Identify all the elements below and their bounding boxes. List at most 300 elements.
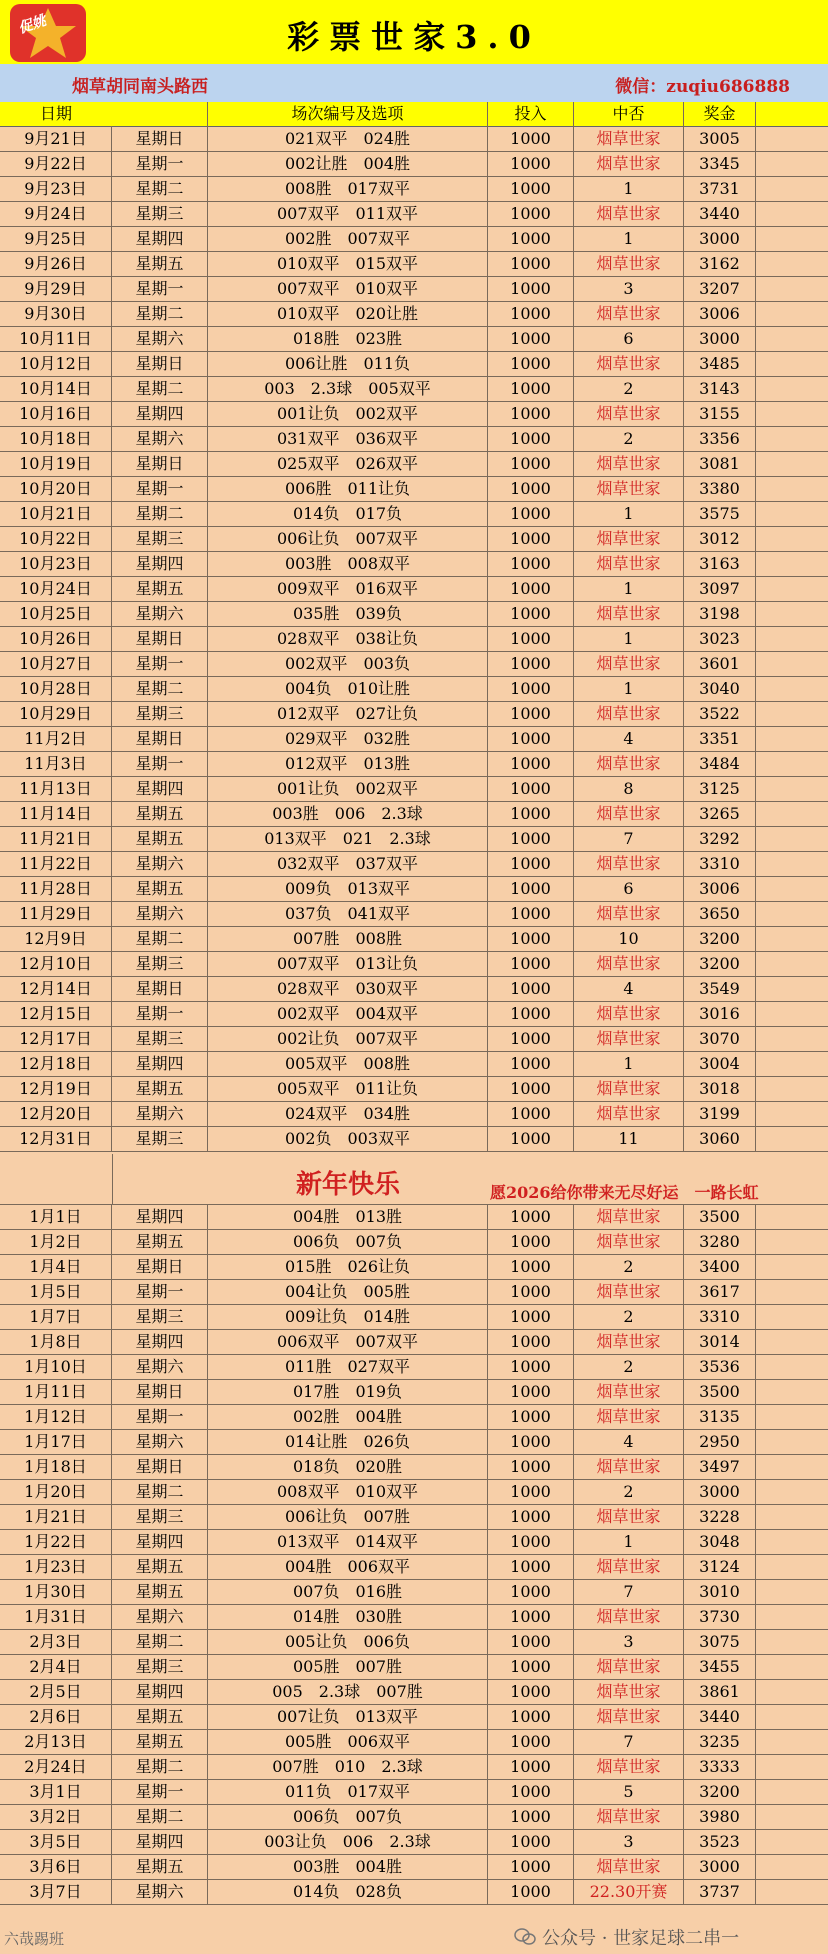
cell-date: 2月13日 (0, 1729, 112, 1754)
cell-selection: 007双平 011双平 (208, 201, 488, 226)
cell-extra (756, 326, 828, 351)
cell-prize: 3200 (684, 951, 756, 976)
cell-weekday: 星期二 (112, 1804, 208, 1829)
table-row (0, 726, 828, 752)
cell-selection: 006让负 007双平 (208, 526, 488, 551)
cell-stake: 1000 (488, 576, 574, 601)
cell-prize: 3731 (684, 176, 756, 201)
cell-stake: 1000 (488, 1554, 574, 1579)
cell-result: 烟草世家 (574, 1654, 684, 1679)
cell-result: 22.30开赛 (574, 1879, 684, 1904)
cell-weekday: 星期四 (112, 776, 208, 801)
cell-selection: 008胜 017双平 (208, 176, 488, 201)
cell-selection: 032双平 037双平 (208, 851, 488, 876)
cell-result: 烟草世家 (574, 1754, 684, 1779)
table-row (0, 326, 828, 352)
cell-stake: 1000 (488, 1854, 574, 1879)
page-title: 彩票世家3.0 (287, 18, 541, 56)
contact-bar (0, 64, 828, 103)
cell-prize: 3048 (684, 1529, 756, 1554)
cell-result: 2 (574, 1479, 684, 1504)
cell-selection: 005双平 008胜 (208, 1051, 488, 1076)
cell-weekday: 星期五 (112, 1579, 208, 1604)
cell-selection: 002双平 003负 (208, 651, 488, 676)
cell-date: 10月11日 (0, 326, 112, 351)
cell-weekday: 星期三 (112, 1026, 208, 1051)
cell-stake: 1000 (488, 1204, 574, 1229)
table-row (0, 901, 828, 927)
cell-prize: 3617 (684, 1279, 756, 1304)
cell-prize: 3060 (684, 1126, 756, 1151)
cell-extra (756, 801, 828, 826)
cell-weekday: 星期三 (112, 1304, 208, 1329)
cell-result: 2 (574, 1304, 684, 1329)
cell-prize: 3097 (684, 576, 756, 601)
cell-result: 烟草世家 (574, 1279, 684, 1304)
cell-prize: 3536 (684, 1354, 756, 1379)
cell-result: 烟草世家 (574, 401, 684, 426)
cell-stake: 1000 (488, 676, 574, 701)
cell-stake: 1000 (488, 526, 574, 551)
cell-result: 1 (574, 226, 684, 251)
cell-stake: 1000 (488, 1654, 574, 1679)
cell-prize: 3497 (684, 1454, 756, 1479)
cell-result: 烟草世家 (574, 301, 684, 326)
cell-stake: 1000 (488, 1479, 574, 1504)
table-row (0, 426, 828, 452)
table-row (0, 201, 828, 227)
cell-prize: 3198 (684, 601, 756, 626)
cell-weekday: 星期五 (112, 1076, 208, 1101)
table-row (0, 701, 828, 727)
cell-selection: 013双平 014双平 (208, 1529, 488, 1554)
cell-stake: 1000 (488, 1304, 574, 1329)
cell-stake: 1000 (488, 1754, 574, 1779)
cell-extra (756, 651, 828, 676)
cell-extra (756, 1229, 828, 1254)
cell-selection: 004负 010让胜 (208, 676, 488, 701)
cell-result: 烟草世家 (574, 201, 684, 226)
cell-result: 烟草世家 (574, 751, 684, 776)
cell-selection: 014负 017负 (208, 501, 488, 526)
cell-result: 4 (574, 976, 684, 1001)
table-row (0, 451, 828, 477)
cell-extra (756, 1504, 828, 1529)
table-row (0, 876, 828, 902)
cell-date: 12月14日 (0, 976, 112, 1001)
cell-weekday: 星期二 (112, 1754, 208, 1779)
cell-date: 11月21日 (0, 826, 112, 851)
watermark-right (514, 1924, 739, 1950)
cell-selection: 017胜 019负 (208, 1379, 488, 1404)
cell-selection: 005胜 006双平 (208, 1729, 488, 1754)
cell-date: 1月5日 (0, 1279, 112, 1304)
cell-extra (756, 1554, 828, 1579)
table-row (0, 1479, 828, 1505)
cell-prize: 3075 (684, 1629, 756, 1654)
cell-weekday: 星期二 (112, 501, 208, 526)
cell-extra (756, 376, 828, 401)
cell-weekday: 星期六 (112, 1429, 208, 1454)
cell-selection: 003让负 006 2.3球 (208, 1829, 488, 1854)
cell-extra (756, 476, 828, 501)
table-row (0, 626, 828, 652)
cell-result: 烟草世家 (574, 1229, 684, 1254)
cell-extra (756, 1704, 828, 1729)
cell-stake: 1000 (488, 1629, 574, 1654)
cell-prize: 3006 (684, 876, 756, 901)
cell-selection: 010双平 020让胜 (208, 301, 488, 326)
cell-extra (756, 601, 828, 626)
cell-prize: 3861 (684, 1679, 756, 1704)
cell-selection: 007双平 010双平 (208, 276, 488, 301)
table-row (0, 1076, 828, 1102)
col-weekday-header (112, 102, 208, 126)
cell-selection: 002双平 004双平 (208, 1001, 488, 1026)
table-row (0, 301, 828, 327)
cell-prize: 3400 (684, 1254, 756, 1279)
cell-extra (756, 1804, 828, 1829)
cell-result: 烟草世家 (574, 801, 684, 826)
cell-selection: 028双平 038让负 (208, 626, 488, 651)
cell-selection: 002让负 007双平 (208, 1026, 488, 1051)
cell-selection: 029双平 032胜 (208, 726, 488, 751)
cell-extra (756, 1429, 828, 1454)
cell-stake: 1000 (488, 1001, 574, 1026)
cell-stake: 1000 (488, 1804, 574, 1829)
cell-result: 烟草世家 (574, 351, 684, 376)
cell-result: 烟草世家 (574, 1101, 684, 1126)
cell-date: 1月30日 (0, 1579, 112, 1604)
cell-extra (756, 526, 828, 551)
cell-weekday: 星期六 (112, 1354, 208, 1379)
cell-selection: 007双平 013让负 (208, 951, 488, 976)
cell-selection: 004胜 013胜 (208, 1204, 488, 1229)
cell-selection: 025双平 026双平 (208, 451, 488, 476)
cell-selection: 007胜 008胜 (208, 926, 488, 951)
table-row (0, 1754, 828, 1780)
cell-date: 12月15日 (0, 1001, 112, 1026)
cell-extra (756, 1779, 828, 1804)
cell-result: 烟草世家 (574, 1504, 684, 1529)
cell-weekday: 星期三 (112, 1504, 208, 1529)
cell-weekday: 星期一 (112, 1404, 208, 1429)
cell-extra (756, 926, 828, 951)
cell-extra (756, 1479, 828, 1504)
cell-result: 烟草世家 (574, 1804, 684, 1829)
table-row (0, 401, 828, 427)
cell-stake: 1000 (488, 451, 574, 476)
cell-result: 4 (574, 1429, 684, 1454)
cell-stake: 1000 (488, 476, 574, 501)
cell-selection: 002让胜 004胜 (208, 151, 488, 176)
table-row (0, 576, 828, 602)
cell-stake: 1000 (488, 951, 574, 976)
cell-extra (756, 126, 828, 151)
cell-result: 烟草世家 (574, 476, 684, 501)
cell-stake: 1000 (488, 926, 574, 951)
cell-result: 1 (574, 676, 684, 701)
cell-extra (756, 1854, 828, 1879)
cell-weekday: 星期四 (112, 401, 208, 426)
cell-prize: 3601 (684, 651, 756, 676)
cell-result: 烟草世家 (574, 1679, 684, 1704)
cell-extra (756, 551, 828, 576)
cell-date: 9月29日 (0, 276, 112, 301)
cell-selection: 005让负 006负 (208, 1629, 488, 1654)
cell-date: 10月14日 (0, 376, 112, 401)
cell-prize: 3207 (684, 276, 756, 301)
col-date-header: 日期 (39, 104, 72, 123)
cell-stake: 1000 (488, 1076, 574, 1101)
cell-date: 12月17日 (0, 1026, 112, 1051)
cell-weekday: 星期六 (112, 326, 208, 351)
cell-weekday: 星期五 (112, 1229, 208, 1254)
cell-date: 1月23日 (0, 1554, 112, 1579)
cell-extra (756, 201, 828, 226)
cell-selection: 006让胜 011负 (208, 351, 488, 376)
table-row (0, 1329, 828, 1355)
cell-extra (756, 1529, 828, 1554)
cell-result: 1 (574, 176, 684, 201)
cell-stake: 1000 (488, 426, 574, 451)
cell-result: 烟草世家 (574, 1329, 684, 1354)
cell-result: 烟草世家 (574, 1554, 684, 1579)
cell-weekday: 星期六 (112, 1101, 208, 1126)
cell-result: 1 (574, 626, 684, 651)
table-row (0, 776, 828, 802)
cell-extra (756, 1879, 828, 1904)
col-result-header: 中否 (574, 102, 684, 126)
cell-stake: 1000 (488, 326, 574, 351)
table-row (0, 1001, 828, 1027)
cell-prize: 3265 (684, 801, 756, 826)
cell-weekday: 星期日 (112, 1454, 208, 1479)
cell-stake: 1000 (488, 1101, 574, 1126)
table-row (0, 1126, 828, 1152)
cell-prize: 2950 (684, 1429, 756, 1454)
cell-extra (756, 1679, 828, 1704)
cell-stake: 1000 (488, 126, 574, 151)
cell-weekday: 星期日 (112, 976, 208, 1001)
cell-extra (756, 751, 828, 776)
cell-prize: 3235 (684, 1729, 756, 1754)
table-row (0, 1229, 828, 1255)
table-row (0, 951, 828, 977)
table-row (0, 1429, 828, 1455)
cell-extra (756, 451, 828, 476)
table-row (0, 126, 828, 152)
cell-selection: 007负 016胜 (208, 1579, 488, 1604)
cell-stake: 1000 (488, 1704, 574, 1729)
cell-stake: 1000 (488, 1254, 574, 1279)
cell-weekday: 星期一 (112, 276, 208, 301)
cell-weekday: 星期二 (112, 301, 208, 326)
watermark-account: 公众号 · 世家足球二串一 (542, 1928, 740, 1949)
cell-result: 7 (574, 826, 684, 851)
cell-date: 12月31日 (0, 1126, 112, 1151)
cell-date: 1月4日 (0, 1254, 112, 1279)
cell-selection: 008双平 010双平 (208, 1479, 488, 1504)
cell-prize: 3162 (684, 251, 756, 276)
cell-prize: 3356 (684, 426, 756, 451)
cell-stake: 1000 (488, 1229, 574, 1254)
table-row (0, 1779, 828, 1805)
cell-weekday: 星期日 (112, 1254, 208, 1279)
cell-extra (756, 351, 828, 376)
cell-selection: 004让负 005胜 (208, 1279, 488, 1304)
cell-selection: 005双平 011让负 (208, 1076, 488, 1101)
cell-weekday: 星期三 (112, 951, 208, 976)
cell-weekday: 星期六 (112, 601, 208, 626)
table-row (0, 1304, 828, 1330)
table-row (0, 351, 828, 377)
table-row (0, 1654, 828, 1680)
cell-date: 1月12日 (0, 1404, 112, 1429)
table-row (0, 1454, 828, 1480)
cell-extra (756, 1001, 828, 1026)
cell-result: 烟草世家 (574, 251, 684, 276)
table-row (0, 751, 828, 777)
cell-prize: 3004 (684, 1051, 756, 1076)
cell-prize: 3523 (684, 1829, 756, 1854)
cell-stake: 1000 (488, 551, 574, 576)
cell-extra (756, 1354, 828, 1379)
cell-weekday: 星期二 (112, 926, 208, 951)
table-row (0, 526, 828, 552)
cell-date: 2月6日 (0, 1704, 112, 1729)
cell-stake: 1000 (488, 1454, 574, 1479)
cell-selection: 002负 003双平 (208, 1126, 488, 1151)
cell-weekday: 星期三 (112, 1654, 208, 1679)
cell-result: 8 (574, 776, 684, 801)
cell-weekday: 星期五 (112, 801, 208, 826)
table-row (0, 976, 828, 1002)
cell-selection: 037负 041双平 (208, 901, 488, 926)
cell-stake: 1000 (488, 151, 574, 176)
cell-date: 3月7日 (0, 1879, 112, 1904)
cell-result: 烟草世家 (574, 126, 684, 151)
cell-weekday: 星期五 (112, 826, 208, 851)
new-year-wish: 愿2026给你带来无尽好运 一路长虹 (490, 1183, 759, 1202)
cell-weekday: 星期六 (112, 426, 208, 451)
cell-selection: 007胜 010 2.3球 (208, 1754, 488, 1779)
cell-result: 4 (574, 726, 684, 751)
cell-date: 10月22日 (0, 526, 112, 551)
cell-date: 1月10日 (0, 1354, 112, 1379)
table-row (0, 251, 828, 277)
cell-weekday: 星期二 (112, 176, 208, 201)
cell-prize: 3650 (684, 901, 756, 926)
cell-weekday: 星期四 (112, 226, 208, 251)
cell-selection: 009双平 016双平 (208, 576, 488, 601)
cell-date: 11月29日 (0, 901, 112, 926)
cell-prize: 3000 (684, 1479, 756, 1504)
cell-extra (756, 501, 828, 526)
cell-extra (756, 701, 828, 726)
table-row (0, 1804, 828, 1830)
cell-extra (756, 1729, 828, 1754)
cell-stake: 1000 (488, 201, 574, 226)
cell-stake: 1000 (488, 651, 574, 676)
cell-prize: 3000 (684, 326, 756, 351)
cell-weekday: 星期六 (112, 1604, 208, 1629)
cell-prize: 3737 (684, 1879, 756, 1904)
cell-selection: 007让负 013双平 (208, 1704, 488, 1729)
cell-result: 烟草世家 (574, 551, 684, 576)
cell-selection: 003胜 006 2.3球 (208, 801, 488, 826)
cell-extra (756, 626, 828, 651)
cell-selection: 012双平 013胜 (208, 751, 488, 776)
cell-weekday: 星期二 (112, 1479, 208, 1504)
cell-date: 10月24日 (0, 576, 112, 601)
cell-weekday: 星期三 (112, 1126, 208, 1151)
cell-weekday: 星期四 (112, 1204, 208, 1229)
cell-extra (756, 951, 828, 976)
cell-date: 1月17日 (0, 1429, 112, 1454)
cell-date: 1月11日 (0, 1379, 112, 1404)
cell-weekday: 星期二 (112, 1629, 208, 1654)
cell-weekday: 星期四 (112, 1529, 208, 1554)
logo-text: 促姚 (16, 13, 49, 37)
cell-extra (756, 851, 828, 876)
cell-date: 10月18日 (0, 426, 112, 451)
cell-date: 12月20日 (0, 1101, 112, 1126)
cell-date: 9月21日 (0, 126, 112, 151)
table-row (0, 1579, 828, 1605)
cell-weekday: 星期四 (112, 1329, 208, 1354)
cell-result: 7 (574, 1579, 684, 1604)
cell-prize: 3012 (684, 526, 756, 551)
cell-weekday: 星期三 (112, 526, 208, 551)
cell-selection: 010双平 015双平 (208, 251, 488, 276)
table-row (0, 1026, 828, 1052)
cell-prize: 3125 (684, 776, 756, 801)
cell-extra (756, 876, 828, 901)
cell-stake: 1000 (488, 701, 574, 726)
table-row (0, 801, 828, 827)
col-selection-header: 场次编号及选项 (208, 102, 488, 126)
cell-extra (756, 1304, 828, 1329)
cell-date: 10月20日 (0, 476, 112, 501)
col-extra-header (756, 102, 828, 126)
cell-prize: 3484 (684, 751, 756, 776)
cell-prize: 3005 (684, 126, 756, 151)
cell-prize: 3081 (684, 451, 756, 476)
cell-stake: 1000 (488, 351, 574, 376)
cell-prize: 3200 (684, 1779, 756, 1804)
cell-selection: 031双平 036双平 (208, 426, 488, 451)
cell-extra (756, 1279, 828, 1304)
cell-date: 2月4日 (0, 1654, 112, 1679)
cell-prize: 3980 (684, 1804, 756, 1829)
table-row (0, 1854, 828, 1880)
cell-date: 10月29日 (0, 701, 112, 726)
table-row (0, 1051, 828, 1077)
table-row (0, 1879, 828, 1905)
cell-date: 11月14日 (0, 801, 112, 826)
cell-result: 烟草世家 (574, 1001, 684, 1026)
cell-extra (756, 1579, 828, 1604)
cell-extra (756, 151, 828, 176)
cell-stake: 1000 (488, 501, 574, 526)
cell-date: 10月28日 (0, 676, 112, 701)
cell-date: 10月21日 (0, 501, 112, 526)
cell-result: 3 (574, 276, 684, 301)
cell-selection: 014胜 030胜 (208, 1604, 488, 1629)
cell-weekday: 星期一 (112, 1279, 208, 1304)
cell-prize: 3010 (684, 1579, 756, 1604)
